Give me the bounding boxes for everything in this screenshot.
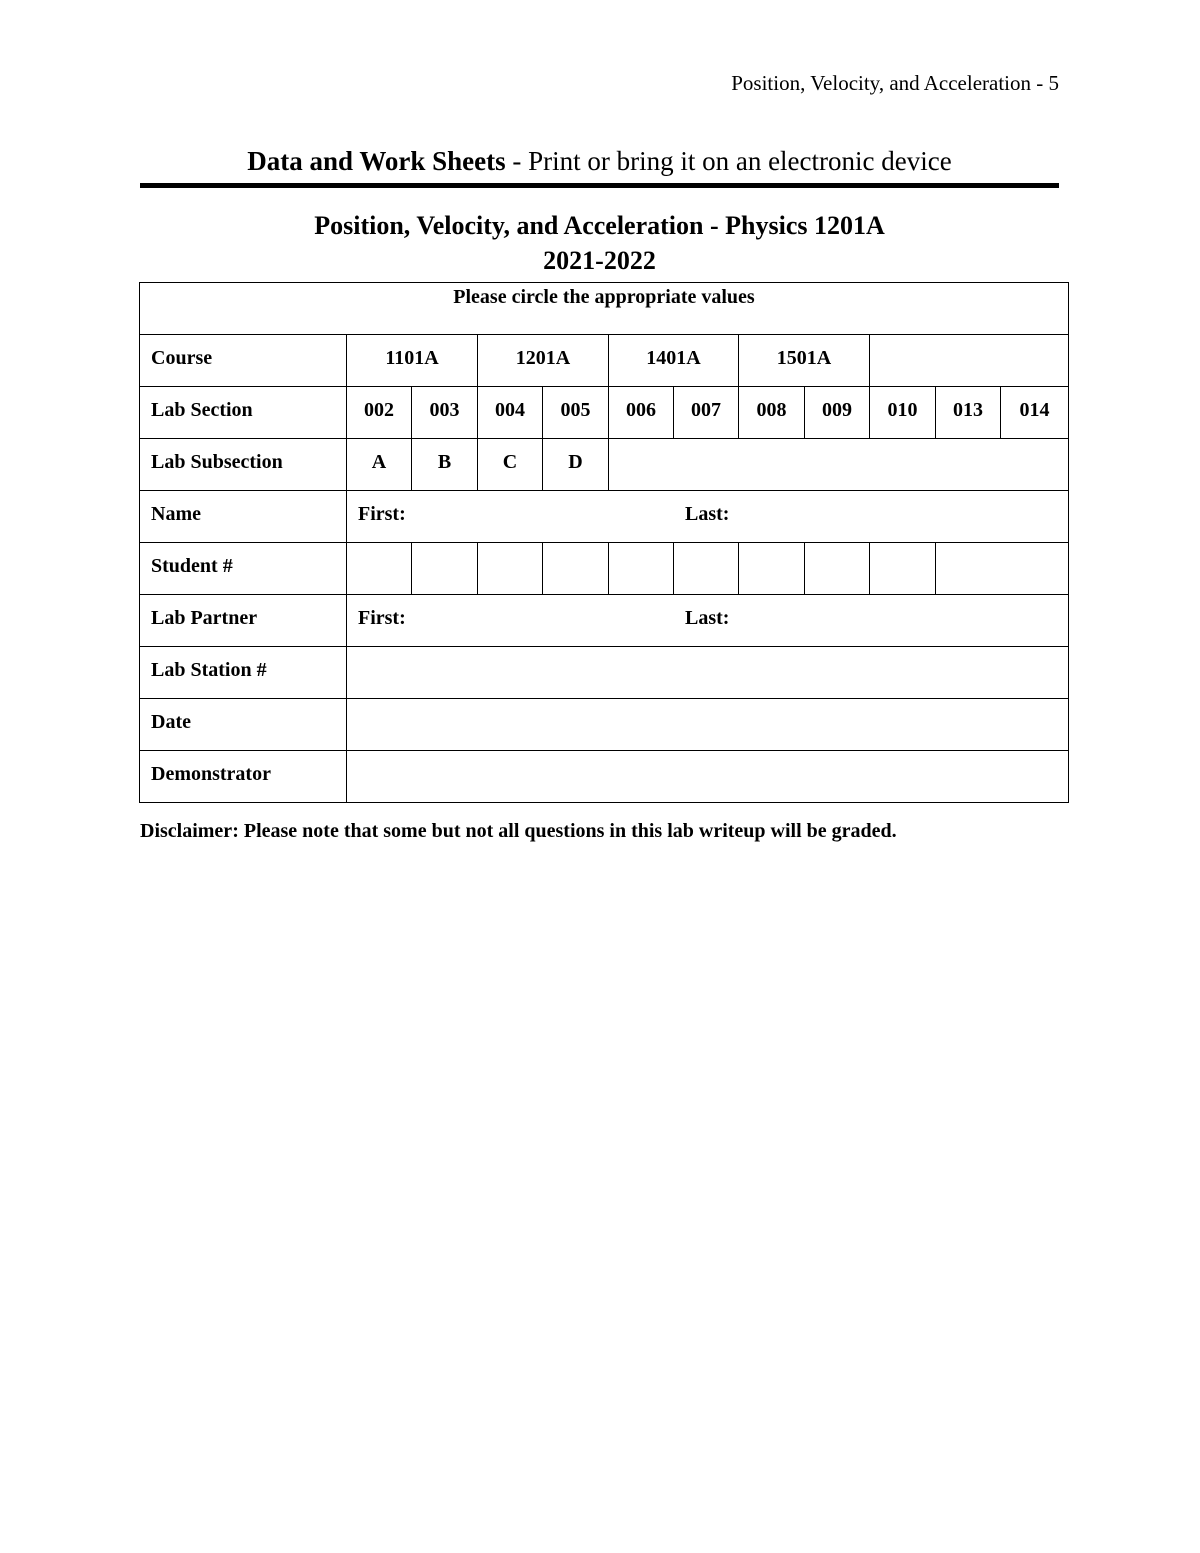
name-label: Name <box>140 491 347 543</box>
course-option[interactable]: 1201A <box>478 335 609 387</box>
student-digit-cell[interactable] <box>805 543 870 595</box>
section-option[interactable]: 003 <box>412 387 478 439</box>
lab-partner-label: Lab Partner <box>140 595 347 647</box>
student-digit-cell[interactable] <box>478 543 543 595</box>
table-header: Please circle the appropriate values <box>140 283 1069 335</box>
subsection-option[interactable]: A <box>347 439 412 491</box>
section-option[interactable]: 006 <box>609 387 674 439</box>
student-digit-cell[interactable] <box>412 543 478 595</box>
name-field[interactable] <box>347 491 1069 543</box>
course-row <box>140 335 1069 387</box>
lab-subsection-row <box>140 439 1069 491</box>
lab-station-label: Lab Station # <box>140 647 347 699</box>
demonstrator-field[interactable] <box>347 751 1069 803</box>
student-digit-cell[interactable] <box>674 543 739 595</box>
lab-subsection-label: Lab Subsection <box>140 439 347 491</box>
lab-station-field[interactable] <box>347 647 1069 699</box>
section-option[interactable]: 002 <box>347 387 412 439</box>
date-label: Date <box>140 699 347 751</box>
section-option[interactable]: 007 <box>674 387 739 439</box>
student-digit-cell[interactable] <box>870 543 936 595</box>
student-number-row <box>140 543 1069 595</box>
course-option[interactable]: 1101A <box>347 335 478 387</box>
name-row <box>140 491 1069 543</box>
section-option[interactable]: 005 <box>543 387 609 439</box>
subsection-option[interactable]: B <box>412 439 478 491</box>
partner-last-label: Last: <box>685 607 730 629</box>
section-option[interactable]: 014 <box>1001 387 1069 439</box>
partner-first-label: First: <box>358 607 406 629</box>
subsection-option[interactable]: D <box>543 439 609 491</box>
date-row <box>140 699 1069 751</box>
student-number-label: Student # <box>140 543 347 595</box>
demonstrator-label: Demonstrator <box>140 751 347 803</box>
section-option[interactable]: 008 <box>739 387 805 439</box>
student-digit-cell[interactable] <box>936 543 1069 595</box>
section-option[interactable]: 009 <box>805 387 870 439</box>
course-blank-cell <box>870 335 1069 387</box>
sheet-title <box>140 144 1059 178</box>
name-first-label: First: <box>358 503 406 525</box>
running-header: Position, Velocity, and Acceleration - 5 <box>731 71 1059 95</box>
student-digit-cell[interactable] <box>609 543 674 595</box>
student-digit-cell[interactable] <box>347 543 412 595</box>
section-option[interactable]: 004 <box>478 387 543 439</box>
course-label: Course <box>140 335 347 387</box>
student-digit-cell[interactable] <box>543 543 609 595</box>
lab-partner-field[interactable] <box>347 595 1069 647</box>
title-rule <box>140 183 1059 188</box>
sheet-title-bold: Data and Work Sheets <box>247 146 506 176</box>
date-field[interactable] <box>347 699 1069 751</box>
lab-section-label: Lab Section <box>140 387 347 439</box>
student-digit-cell[interactable] <box>739 543 805 595</box>
subsection-option[interactable]: C <box>478 439 543 491</box>
student-info-table <box>139 282 1069 803</box>
section-option[interactable]: 010 <box>870 387 936 439</box>
form-title-line2: 2021-2022 <box>543 246 656 275</box>
form-title-line1: Position, Velocity, and Acceleration - Physics 1201A <box>314 211 885 240</box>
sheet-title-rest: - Print or bring it on an electronic device <box>505 146 952 176</box>
demonstrator-row <box>140 751 1069 803</box>
lab-section-row <box>140 387 1069 439</box>
subsection-blank-cell <box>609 439 1069 491</box>
disclaimer: Disclaimer: Please note that some but not all questions in this lab writeup will be graded. <box>140 820 897 842</box>
course-option[interactable]: 1501A <box>739 335 870 387</box>
lab-partner-row <box>140 595 1069 647</box>
course-option[interactable]: 1401A <box>609 335 739 387</box>
section-option[interactable]: 013 <box>936 387 1001 439</box>
name-last-label: Last: <box>685 503 730 525</box>
lab-station-row <box>140 647 1069 699</box>
table-header-row <box>140 283 1069 335</box>
form-title <box>140 208 1059 278</box>
